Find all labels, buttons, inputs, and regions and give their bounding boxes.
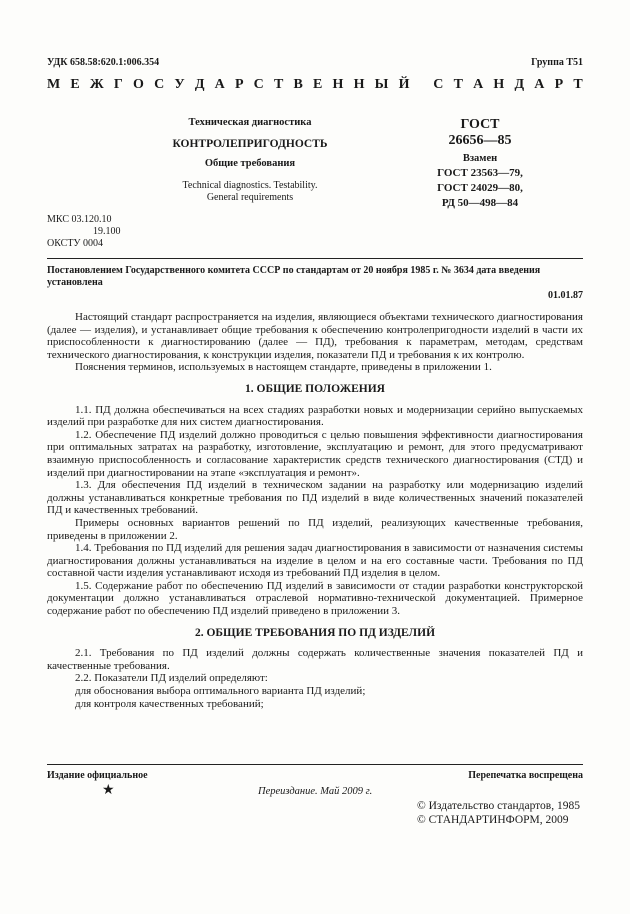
body-paragraph: 2.2. Показатели ПД изделий определяют: — [75, 672, 268, 685]
heading-letter: Т — [273, 77, 284, 92]
heading-letter: Е — [70, 77, 80, 92]
heading-letter: Г — [113, 77, 123, 92]
title-english — [150, 180, 350, 204]
section-heading: 1. ОБЩИЕ ПОЛОЖЕНИЯ — [245, 382, 385, 395]
body-paragraph: 1.1. ПД должна обеспечиваться на всех стадиях разработки новых и модернизации серийно выпускаемых изделий при разработке для них систем диагностирования. — [47, 403, 583, 429]
gost-number: 26656—85 — [448, 133, 512, 148]
body-paragraph: для обоснования выбора оптимального варианта ПД изделий; — [75, 685, 366, 698]
udk-code: УДК 658.58:620.1:006.354 — [47, 57, 160, 68]
okstu-code: ОКСТУ 0004 — [47, 238, 104, 249]
body-paragraph: 1.5. Содержание работ по обеспечению ПД изделий в зависимости от стадии разработки конструкторской документации должно устанавливаться отраслевой нормативно-технической документацией. Примерное содержание работ по обеспечению ПД изделий приведено в приложении 3. — [47, 579, 583, 618]
heading-letter: В — [293, 77, 303, 92]
heading-letter — [420, 79, 424, 92]
heading-letter: Р — [234, 77, 244, 92]
title-english-line2: General requirements — [206, 191, 294, 203]
gost-designation — [425, 117, 535, 211]
heading-letter: О — [133, 77, 144, 92]
introduction-date: 01.01.87 — [548, 290, 583, 301]
title-block — [150, 117, 350, 204]
reprint-prohibited: Перепечатка воспрещена — [468, 770, 583, 781]
heading-letter: А — [534, 77, 545, 92]
standard-body — [47, 311, 583, 710]
official-edition: Издание официальное — [47, 770, 148, 781]
heading-letter: М — [47, 77, 61, 92]
heading-letter: А — [473, 77, 484, 92]
heading-letter: Ж — [89, 77, 104, 92]
heading-letter: Д — [194, 77, 205, 92]
body-paragraph: 1.2. Обеспечение ПД изделий должно проводиться с целью повышения эффективности диагностирования при оптимальных затратах на разработку, изготовление, эксплуатацию и ремонт, для этого предусматривают взаимную приспособленность и согласование характеристик средств технического диагностирования (СТД) и изделий при диагностировании на этапе «эксплуатация и ремонт». — [47, 428, 583, 479]
heading-letter: Е — [313, 77, 323, 92]
copyright-line: © Издательство стандартов, 1985 — [416, 800, 580, 812]
heading-letter: Н — [493, 77, 505, 92]
heading-letter: У — [174, 77, 185, 92]
heading-letter: Н — [353, 77, 365, 92]
reissue-note: Переиздание. Май 2009 г. — [258, 786, 373, 797]
heading-letter: С — [154, 77, 165, 92]
gost-label: ГОСТ — [460, 117, 500, 132]
body-paragraph: 2.1. Требования по ПД изделий должны содержать количественные значения показателей ПД и качественные требования. — [47, 647, 583, 672]
replaces-label: Взамен — [462, 153, 498, 164]
title-sub: Общие требования — [204, 158, 296, 170]
replaced-standard: ГОСТ 23563—79, — [437, 166, 523, 179]
heading-letter: С — [433, 77, 444, 92]
heading-letter: Т — [573, 77, 583, 92]
mks-code: МКС 03.120.10 — [47, 214, 112, 225]
body-paragraph: для контроля качественных требований; — [75, 697, 264, 710]
body-paragraph: 1.3. Для обеспечения ПД изделий в техническом задании на разработку или модернизацию изделий должны устанавливаться конкретные требования по ПД изделий в виде количественных значений показателей ПД и качественных требований. — [47, 479, 583, 517]
body-paragraph: Пояснения терминов, используемых в настоящем стандарте, приведены в приложении 1. — [75, 361, 492, 374]
group-code: Группа Т51 — [531, 57, 583, 68]
copyright-block — [417, 799, 580, 827]
copyright-line: © СТАНДАРТИНФОРМ, 2009 — [416, 814, 569, 826]
title-topic: Техническая диагностика — [188, 117, 312, 128]
section-heading: 2. ОБЩИЕ ТРЕБОВАНИЯ ПО ПД ИЗДЕЛИЙ — [194, 626, 436, 639]
heading-letter: Ы — [374, 77, 389, 92]
heading-letter: С — [253, 77, 264, 92]
heading-letter: Н — [332, 77, 344, 92]
heading-letter: Й — [398, 77, 410, 92]
body-paragraph: Примеры основных вариантов решений по ПД изделий, реализующих качественные требования, приведены в приложении 2. — [47, 516, 583, 542]
divider — [47, 258, 583, 259]
heading-letter: Д — [514, 77, 525, 92]
body-paragraph: 1.4. Требования по ПД изделий для решения задач диагностирования в зависимости от назначения системы диагностирования должны устанавливаться на изделие в целом и на его составные части. Требования по ПД составной части изделия устанавливают исходя из требований ПД изделия в целом. — [47, 542, 583, 580]
replaced-standard: РД 50—498—84 — [441, 196, 519, 209]
classification-codes — [47, 214, 121, 250]
heading-letter: Р — [554, 77, 564, 92]
interstate-standard-heading — [47, 79, 583, 92]
footer-divider — [47, 764, 583, 765]
body-paragraph: Настоящий стандарт распространяется на изделия, являющиеся объектами технического диагностирования (далее — изделия), и устанавливает общие требования к обеспечению контролепригодности изделий в части их приспособленности к диагностированию (далее — ПД), требования к параметрам, методам, средствам технического диагностирования, к конструкции изделия, показатели ПД и требования к их контролю. — [47, 311, 583, 361]
mks-code-secondary: 19.100 — [93, 226, 121, 237]
star-icon: ★ — [102, 783, 115, 798]
decree-text: Постановлением Государственного комитета СССР по стандартам от 20 ноября 1985 г. № 3634 дата введения установлена — [47, 265, 541, 288]
heading-letter: А — [214, 77, 225, 92]
title-english-line1: Technical diagnostics. Testability. — [182, 179, 318, 191]
replaced-standard: ГОСТ 24029—80, — [437, 181, 523, 194]
title-main: КОНТРОЛЕПРИГОДНОСТЬ — [172, 137, 328, 150]
heading-letter: Т — [453, 77, 463, 92]
